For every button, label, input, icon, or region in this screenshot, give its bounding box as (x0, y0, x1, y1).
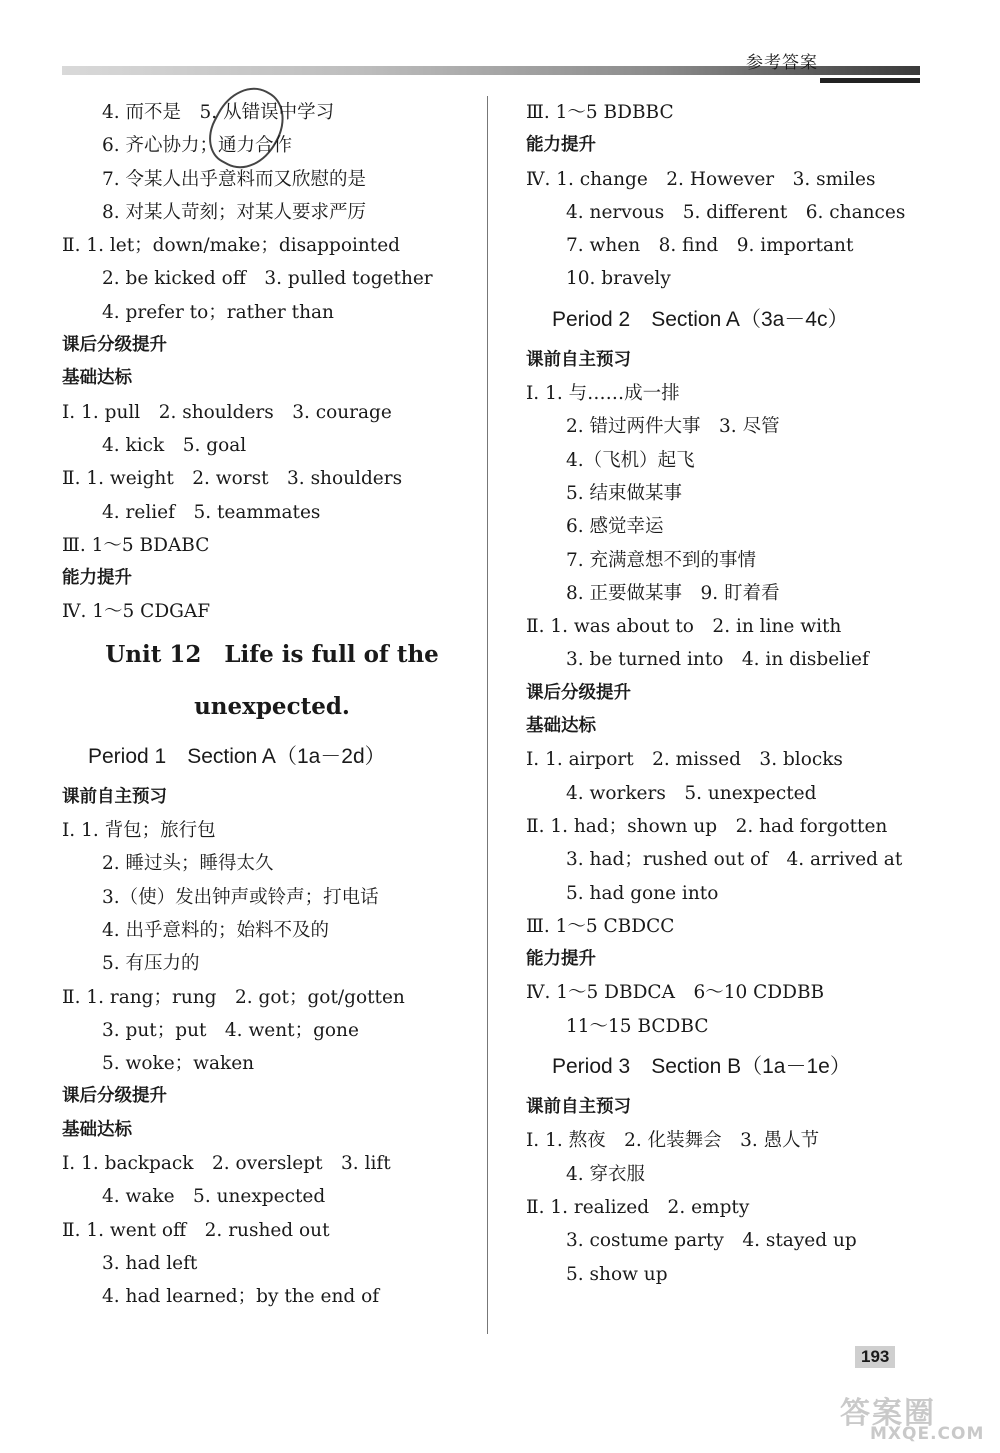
answer-line: 5. had gone into (566, 882, 719, 904)
answer-line: 7. when 8. find 9. important (566, 235, 854, 257)
answer-line: 6. 齐心协力；通力合作 (102, 135, 293, 157)
answer-line: 4. relief 5. teammates (102, 501, 321, 523)
answer-line: Ⅱ. 1. went off 2. rushed out (62, 1219, 330, 1241)
unit-title: Unit 12 Life is full of the (105, 640, 439, 668)
answer-line: 7. 充满意想不到的事情 (566, 549, 757, 571)
answer-line: Ⅱ. 1. weight 2. worst 3. shoulders (62, 468, 403, 490)
answer-line: 5. 有压力的 (102, 953, 200, 975)
period-title: Period 1 Section A（1a－2d） (88, 744, 386, 768)
answer-line: 4. nervous 5. different 6. chances (566, 201, 906, 223)
answer-line: 10. bravely (566, 268, 671, 290)
answer-line: 8. 对某人苛刻；对某人要求严厉 (102, 201, 367, 223)
answer-line: 4. had learned；by the end of (102, 1286, 380, 1308)
answer-line: Ⅰ. 1. backpack 2. overslept 3. lift (62, 1153, 391, 1175)
answer-line: Ⅰ. 1. airport 2. missed 3. blocks (526, 749, 843, 771)
header-label: 参考答案 (746, 53, 818, 73)
answer-line: Ⅱ. 1. was about to 2. in line with (526, 616, 842, 638)
answer-line: 2. 睡过头；睡得太久 (102, 853, 274, 875)
answer-line: 4. 出乎意料的；始料不及的 (102, 919, 330, 941)
answer-line: 3. put；put 4. went；gone (102, 1019, 359, 1041)
answer-line: 4. kick 5. goal (102, 434, 247, 456)
answer-line: Ⅰ. 1. 与……成一排 (526, 383, 680, 405)
answer-line: Ⅰ. 1. 背包；旅行包 (62, 820, 216, 842)
right-column (526, 96, 946, 1291)
answer-line: 6. 感觉幸运 (566, 516, 664, 538)
answer-line: Ⅱ. 1. had；shown up 2. had forgotten (526, 815, 888, 837)
watermark-site: MXQE.COM (870, 1424, 985, 1444)
column-divider (487, 96, 488, 1334)
answer-line: 5. woke；waken (102, 1053, 255, 1075)
section-heading: 课后分级提升 (62, 335, 167, 356)
left-column (62, 96, 482, 1314)
answer-line: 3. had；rushed out of 4. arrived at (566, 849, 903, 871)
section-heading: 能力提升 (526, 135, 596, 156)
section-heading: 课后分级提升 (62, 1086, 167, 1107)
answer-line: 2. be kicked off 3. pulled together (102, 268, 433, 290)
period-title: Period 2 Section A（3a－4c） (552, 307, 849, 331)
answer-line: 4. 而不是 5. 从错误中学习 (102, 102, 335, 123)
watermark-logo: 答案圈 (840, 1396, 936, 1431)
answer-line: Ⅳ. 1～5 DBDCA 6～10 CDDBB (526, 982, 825, 1004)
answer-line: 2. 错过两件大事 3. 尽管 (566, 416, 780, 438)
answer-line: Ⅱ. 1. realized 2. empty (526, 1196, 750, 1218)
answer-line: 5. show up (566, 1263, 668, 1285)
answer-line: 4.（飞机）起飞 (566, 449, 695, 471)
page-number: 193 (855, 1346, 895, 1368)
answer-line: Ⅱ. 1. let；down/make；disappointed (62, 235, 401, 257)
answer-line: 3. be turned into 4. in disbelief (566, 649, 869, 671)
section-heading: 基础达标 (62, 1119, 132, 1140)
answer-line: 4. workers 5. unexpected (566, 782, 817, 804)
answer-line: Ⅳ. 1～5 CDGAF (62, 601, 211, 623)
answer-line: Ⅰ. 1. 熬夜 2. 化装舞会 3. 愚人节 (526, 1130, 820, 1152)
unit-title: unexpected. (194, 692, 350, 720)
answer-line: 8. 正要做某事 9. 盯着看 (566, 582, 780, 604)
answer-line: 11～15 BCDBC (566, 1015, 709, 1037)
answer-line: Ⅲ. 1～5 BDABC (62, 534, 210, 556)
section-heading: 课前自主预习 (62, 786, 167, 807)
section-heading: 基础达标 (62, 368, 132, 389)
answer-line: Ⅰ. 1. pull 2. shoulders 3. courage (62, 401, 392, 423)
section-heading: 能力提升 (526, 949, 596, 970)
answer-line: Ⅱ. 1. rang；rung 2. got；got/gotten (62, 986, 405, 1008)
section-heading: 课前自主预习 (526, 349, 631, 370)
answer-line: 5. 结束做某事 (566, 482, 683, 504)
answer-line: 7. 令某人出乎意料而又欣慰的是 (102, 168, 367, 190)
section-heading: 课前自主预习 (526, 1097, 631, 1118)
answer-line: Ⅲ. 1～5 BDBBC (526, 102, 674, 123)
answer-line: 4. 穿衣服 (566, 1163, 646, 1185)
answer-line: 3.（使）发出钟声或铃声；打电话 (102, 886, 379, 908)
section-heading: 课后分级提升 (526, 682, 631, 703)
answer-line: 3. had left (102, 1252, 198, 1274)
section-heading: 能力提升 (62, 568, 132, 589)
answer-line: Ⅳ. 1. change 2. However 3. smiles (526, 168, 876, 190)
answer-line: 4. prefer to；rather than (102, 301, 334, 323)
period-title: Period 3 Section B（1a－1e） (552, 1055, 851, 1079)
answer-line: 3. costume party 4. stayed up (566, 1230, 857, 1252)
header-rule-accent (820, 78, 920, 83)
answer-line: Ⅲ. 1～5 CBDCC (526, 915, 675, 937)
answer-line: 4. wake 5. unexpected (102, 1186, 326, 1208)
section-heading: 基础达标 (526, 716, 596, 737)
